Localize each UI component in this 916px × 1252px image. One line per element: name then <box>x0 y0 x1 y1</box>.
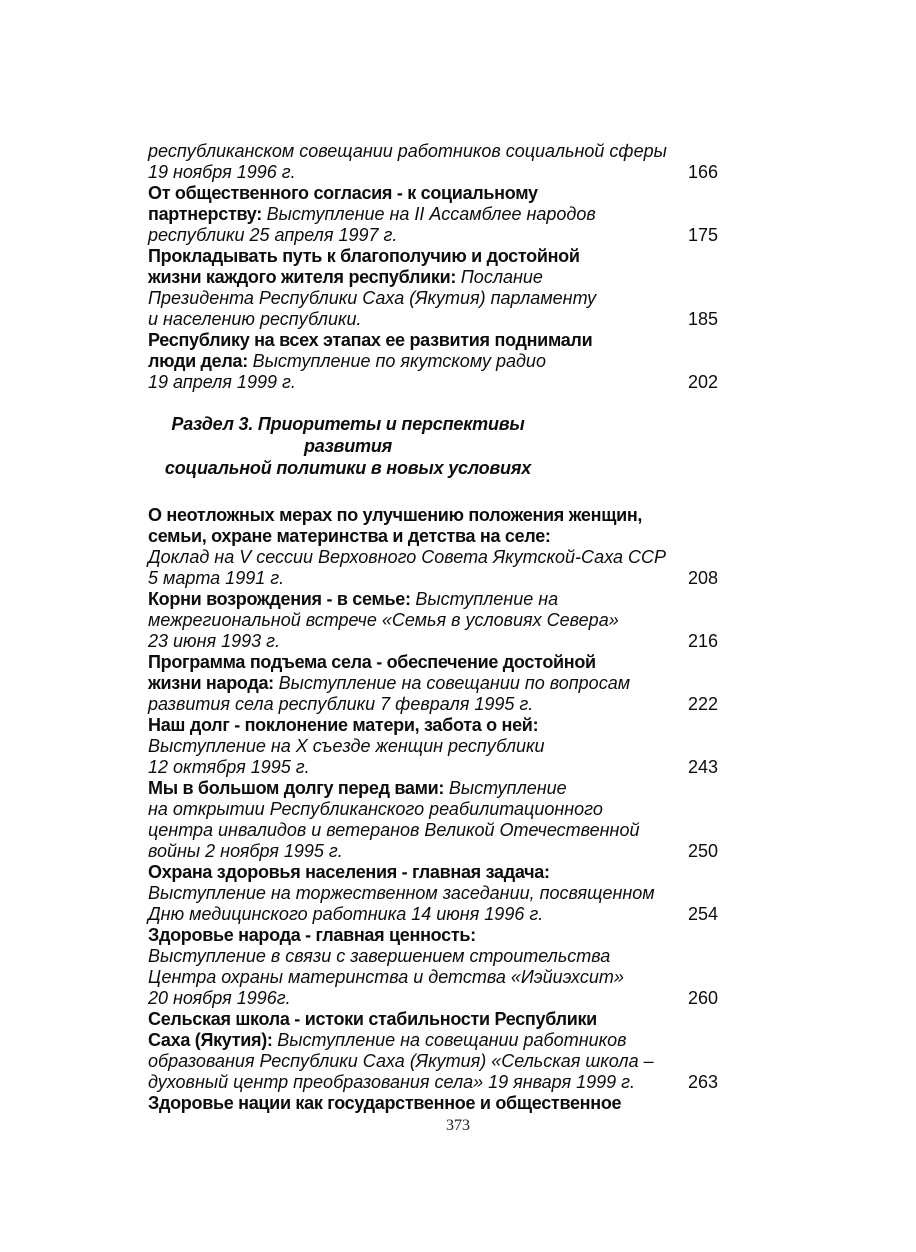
toc-page-number: 185 <box>687 309 718 329</box>
toc-entry-title: жизни народа: <box>148 673 279 693</box>
toc-entry-title: Программа подъема села - обеспечение достойной <box>148 652 596 672</box>
toc-line <box>148 162 718 183</box>
section-heading <box>148 413 548 479</box>
toc-entry-subtitle: на открытии Республиканского реабилитационного <box>148 799 603 819</box>
toc-entry-subtitle: Выступление на X съезде женщин республики <box>148 736 545 756</box>
toc-entry-title: Здоровье народа - главная ценность: <box>148 925 476 945</box>
toc-entry-title: Мы в большом долгу перед вами: <box>148 778 449 798</box>
toc-entry-title: партнерству: <box>148 204 267 224</box>
toc-entry-subtitle: Послание <box>460 267 543 287</box>
toc-page-number: 254 <box>687 904 718 924</box>
toc-entry-title: Наш долг - поклонение матери, забота о ней: <box>148 715 539 735</box>
toc-entry-subtitle: Доклад на V сессии Верховного Совета Якутской-Саха ССР <box>148 547 667 567</box>
toc-entry-subtitle: Выступление на совещании работников <box>277 1030 627 1050</box>
toc-line <box>148 694 718 715</box>
toc-line <box>148 351 718 372</box>
toc-page-number: 250 <box>687 841 718 861</box>
toc-line <box>148 568 718 589</box>
toc-entry-title: люди дела: <box>148 351 253 371</box>
table-of-contents <box>148 141 718 1114</box>
toc-entry-subtitle: и населению республики. <box>148 309 362 329</box>
toc-entry-title: семьи, охране материнства и детства на селе: <box>148 526 551 546</box>
toc-entry-title: О неотложных мерах по улучшению положения женщин, <box>148 505 643 525</box>
toc-line <box>148 841 718 862</box>
toc-line <box>148 946 718 967</box>
toc-page-number: 263 <box>687 1072 718 1092</box>
toc-entry-title: Саха (Якутия): <box>148 1030 278 1050</box>
section-heading-line-2: социальной политики в новых условиях <box>164 458 532 478</box>
toc-entry-subtitle: Выступление по якутскому радио <box>252 351 546 371</box>
toc-page-number: 260 <box>687 988 718 1008</box>
toc-page-number: 243 <box>687 757 718 777</box>
toc-line <box>148 778 718 799</box>
toc-entry-subtitle: республики 25 апреля 1997 г. <box>148 225 398 245</box>
toc-entry-subtitle: 19 апреля 1999 г. <box>148 372 296 392</box>
toc-entry-subtitle: войны 2 ноября 1995 г. <box>148 841 343 861</box>
toc-line <box>148 715 718 736</box>
toc-entry-title: Охрана здоровья населения - главная задача: <box>148 862 550 882</box>
toc-entry-title: Республику на всех этапах ее развития поднимали <box>148 330 593 350</box>
toc-line <box>148 288 718 309</box>
toc-line <box>148 967 718 988</box>
toc-entries-before-section <box>148 141 718 393</box>
toc-line <box>148 1051 718 1072</box>
toc-entry-subtitle: республиканском совещании работников социальной сферы <box>148 141 667 161</box>
toc-line <box>148 526 718 547</box>
toc-entries-after-section <box>148 505 718 1114</box>
toc-entry-subtitle: центра инвалидов и ветеранов Великой Отечественной <box>148 820 640 840</box>
toc-entry-subtitle: духовный центр преобразования села» 19 января 1999 г. <box>148 1072 636 1092</box>
toc-page-number: 216 <box>687 631 718 651</box>
toc-line <box>148 799 718 820</box>
toc-line <box>148 652 718 673</box>
toc-line <box>148 1009 718 1030</box>
toc-page-number: 175 <box>687 225 718 245</box>
toc-line <box>148 309 718 330</box>
toc-entry-title: Сельская школа - истоки стабильности Республики <box>148 1009 597 1029</box>
toc-entry-subtitle: Выступление на II Ассамблее народов <box>266 204 596 224</box>
toc-entry-subtitle: Центра охраны материнства и детства «Иэйиэхсит» <box>148 967 624 987</box>
toc-entry-subtitle: образования Республики Саха (Якутия) «Сельская школа – <box>148 1051 654 1071</box>
toc-entry-subtitle: 23 июня 1993 г. <box>148 631 281 651</box>
toc-line <box>148 904 718 925</box>
toc-entry-subtitle: Президента Республики Саха (Якутия) парламенту <box>148 288 597 308</box>
toc-entry-subtitle: Выступление в связи с завершением строительства <box>148 946 611 966</box>
toc-page-number: 222 <box>687 694 718 714</box>
toc-entry-subtitle: 19 ноября 1996 г. <box>148 162 296 182</box>
toc-line <box>148 883 718 904</box>
toc-line <box>148 1030 718 1051</box>
toc-line <box>148 1093 718 1114</box>
toc-line <box>148 330 718 351</box>
toc-line <box>148 204 718 225</box>
toc-line <box>148 757 718 778</box>
toc-line <box>148 862 718 883</box>
toc-line <box>148 267 718 288</box>
toc-line <box>148 925 718 946</box>
toc-entry-subtitle: Выступление на совещании по вопросам <box>278 673 631 693</box>
toc-line <box>148 141 718 162</box>
toc-entry-title: жизни каждого жителя республики: <box>148 267 461 287</box>
toc-entry-subtitle: Выступление <box>448 778 567 798</box>
toc-entry-subtitle: развития села республики 7 февраля 1995 г. <box>148 694 534 714</box>
toc-entry-subtitle: Выступление на <box>415 589 559 609</box>
page-number-footer: 373 <box>446 1117 470 1134</box>
toc-entry-subtitle: Дню медицинского работника 14 июня 1996 г. <box>148 904 544 924</box>
toc-entry-subtitle: 12 октября 1995 г. <box>148 757 310 777</box>
toc-page-number: 202 <box>687 372 718 392</box>
toc-line <box>148 631 718 652</box>
toc-line <box>148 1072 718 1093</box>
toc-line <box>148 547 718 568</box>
toc-line <box>148 820 718 841</box>
toc-page-number: 208 <box>687 568 718 588</box>
toc-page-number: 166 <box>687 162 718 182</box>
toc-entry-subtitle: межрегиональной встрече «Семья в условиях Севера» <box>148 610 619 630</box>
toc-entry-title: Здоровье нации как государственное и общественное <box>148 1093 622 1113</box>
toc-entry-subtitle: 5 марта 1991 г. <box>148 568 285 588</box>
toc-line <box>148 246 718 267</box>
toc-line <box>148 225 718 246</box>
toc-line <box>148 183 718 204</box>
toc-line <box>148 372 718 393</box>
toc-entry-subtitle: Выступление на торжественном заседании, посвященном <box>148 883 655 903</box>
toc-line <box>148 673 718 694</box>
toc-entry-title: От общественного согласия - к социальному <box>148 183 538 203</box>
toc-entry-title: Прокладывать путь к благополучию и достойной <box>148 246 580 266</box>
toc-line <box>148 610 718 631</box>
toc-line <box>148 505 718 526</box>
toc-line <box>148 589 718 610</box>
toc-line <box>148 736 718 757</box>
section-heading-line-1: Раздел 3. Приоритеты и перспективы развития <box>171 414 525 456</box>
toc-line <box>148 988 718 1009</box>
toc-entry-title: Корни возрождения - в семье: <box>148 589 416 609</box>
toc-entry-subtitle: 20 ноября 1996г. <box>148 988 291 1008</box>
